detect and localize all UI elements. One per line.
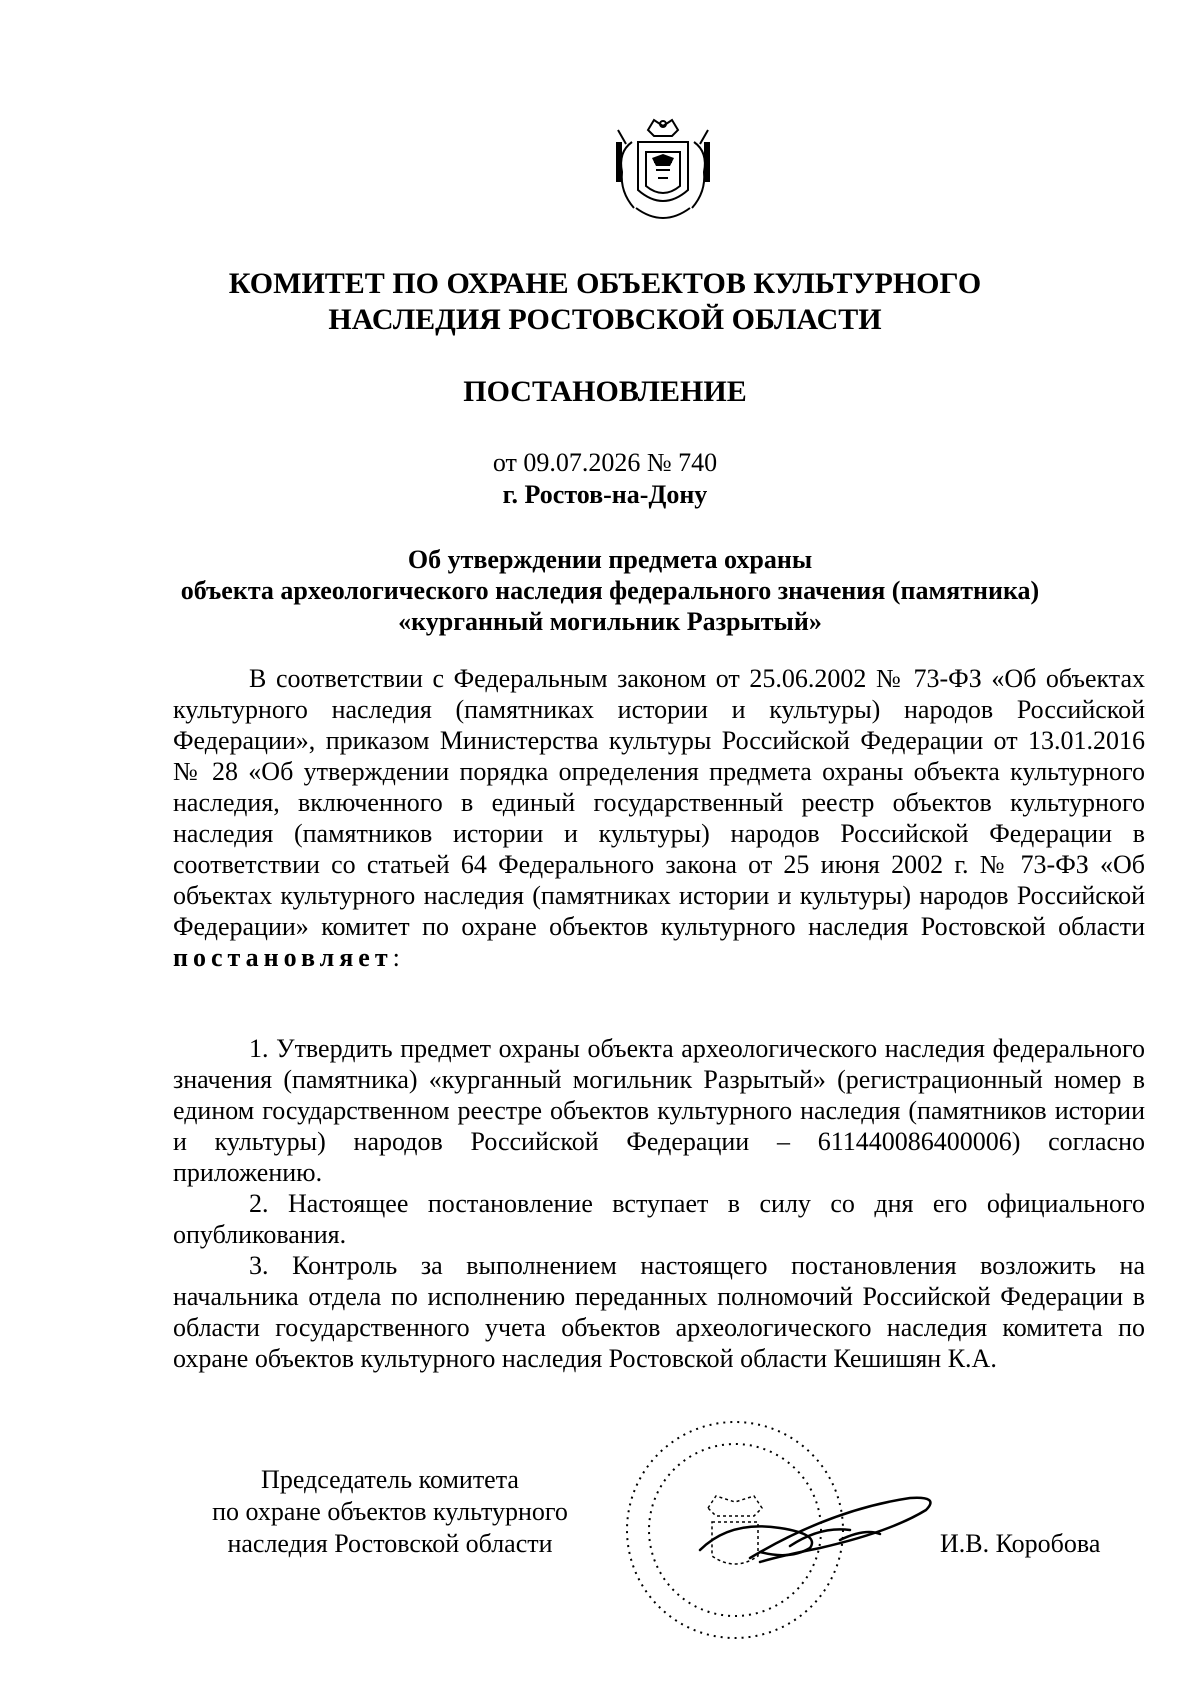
resolution-item: 3. Контроль за выполнением настоящего постановления возложить на начальника отдела по исполнению переданных полномочий Российской Федерации в области государственного учета объектов археологического наследия комитета по охране объектов культурного наследия Ростовской области Кешишян К.А.: [173, 1251, 1145, 1373]
document-date-number: от 09.07.2026 № 740: [492, 448, 718, 477]
resolution-item: 1. Утвердить предмет охраны объекта археологического наследия федерального значения (памятника) «курганный могильник Разрытый» (регистрационный номер в едином государственном реестре объектов культурного наследия (памятников истории и культуры) народов Российской Федерации – 611440086400006) согласно приложению.: [173, 1034, 1145, 1187]
document-type: ПОСТАНОВЛЕНИЕ: [463, 375, 747, 408]
coat-of-arms-icon: [608, 112, 718, 230]
org-line-2: НАСЛЕДИЯ РОСТОВСКОЙ ОБЛАСТИ: [328, 303, 882, 336]
handwritten-signature: [690, 1470, 940, 1580]
resolves-word: постановляет: [173, 943, 393, 972]
position-line-1: Председатель комитета: [261, 1465, 519, 1494]
resolution-items: [173, 1033, 1145, 1374]
signatory-name: И.В. Коробова: [940, 1529, 1101, 1558]
signatory-position: [180, 1464, 600, 1560]
org-line-1: КОМИТЕТ ПО ОХРАНЕ ОБЪЕКТОВ КУЛЬТУРНОГО: [228, 267, 982, 300]
subject-line-3: «курганный могильник Разрытый»: [398, 607, 822, 636]
subject-line-1: Об утверждении предмета охраны: [407, 545, 813, 574]
organization-name: [180, 266, 1030, 338]
document-city: г. Ростов-на-Дону: [502, 480, 708, 509]
resolution-item: 2. Настоящее постановление вступает в силу со дня его официального опубликования.: [173, 1189, 1145, 1249]
preamble-paragraph: [173, 663, 1145, 973]
subject-line-2: объекта археологического наследия федерального значения (памятника): [180, 576, 1040, 605]
preamble-text: В соответствии с Федеральным законом от 25.06.2002 № 73-ФЗ «Об объектах культурного наследия (памятниках истории и культуры) народов Российской Федерации», приказом Министерства культуры Российской Федерации от 13.01.2016 № 28 «Об утверждении порядка определения предмета охраны объекта культурного наследия, включенного в единый государственный реестр объектов культурного наследия (памятников истории и культуры) народов Российской Федерации в соответствии со статьей 64 Федерального закона от 25 июня 2002 г. № 73-ФЗ «Об объектах культурного наследия (памятниках истории и культуры) народов Российской Федерации» комитет по охране объектов культурного наследия Ростовской области: [173, 664, 1145, 941]
resolves-colon: :: [392, 943, 400, 972]
position-line-2: по охране объектов культурного: [212, 1497, 568, 1526]
document-subject: [160, 544, 1060, 637]
position-line-3: наследия Ростовской области: [227, 1529, 553, 1558]
